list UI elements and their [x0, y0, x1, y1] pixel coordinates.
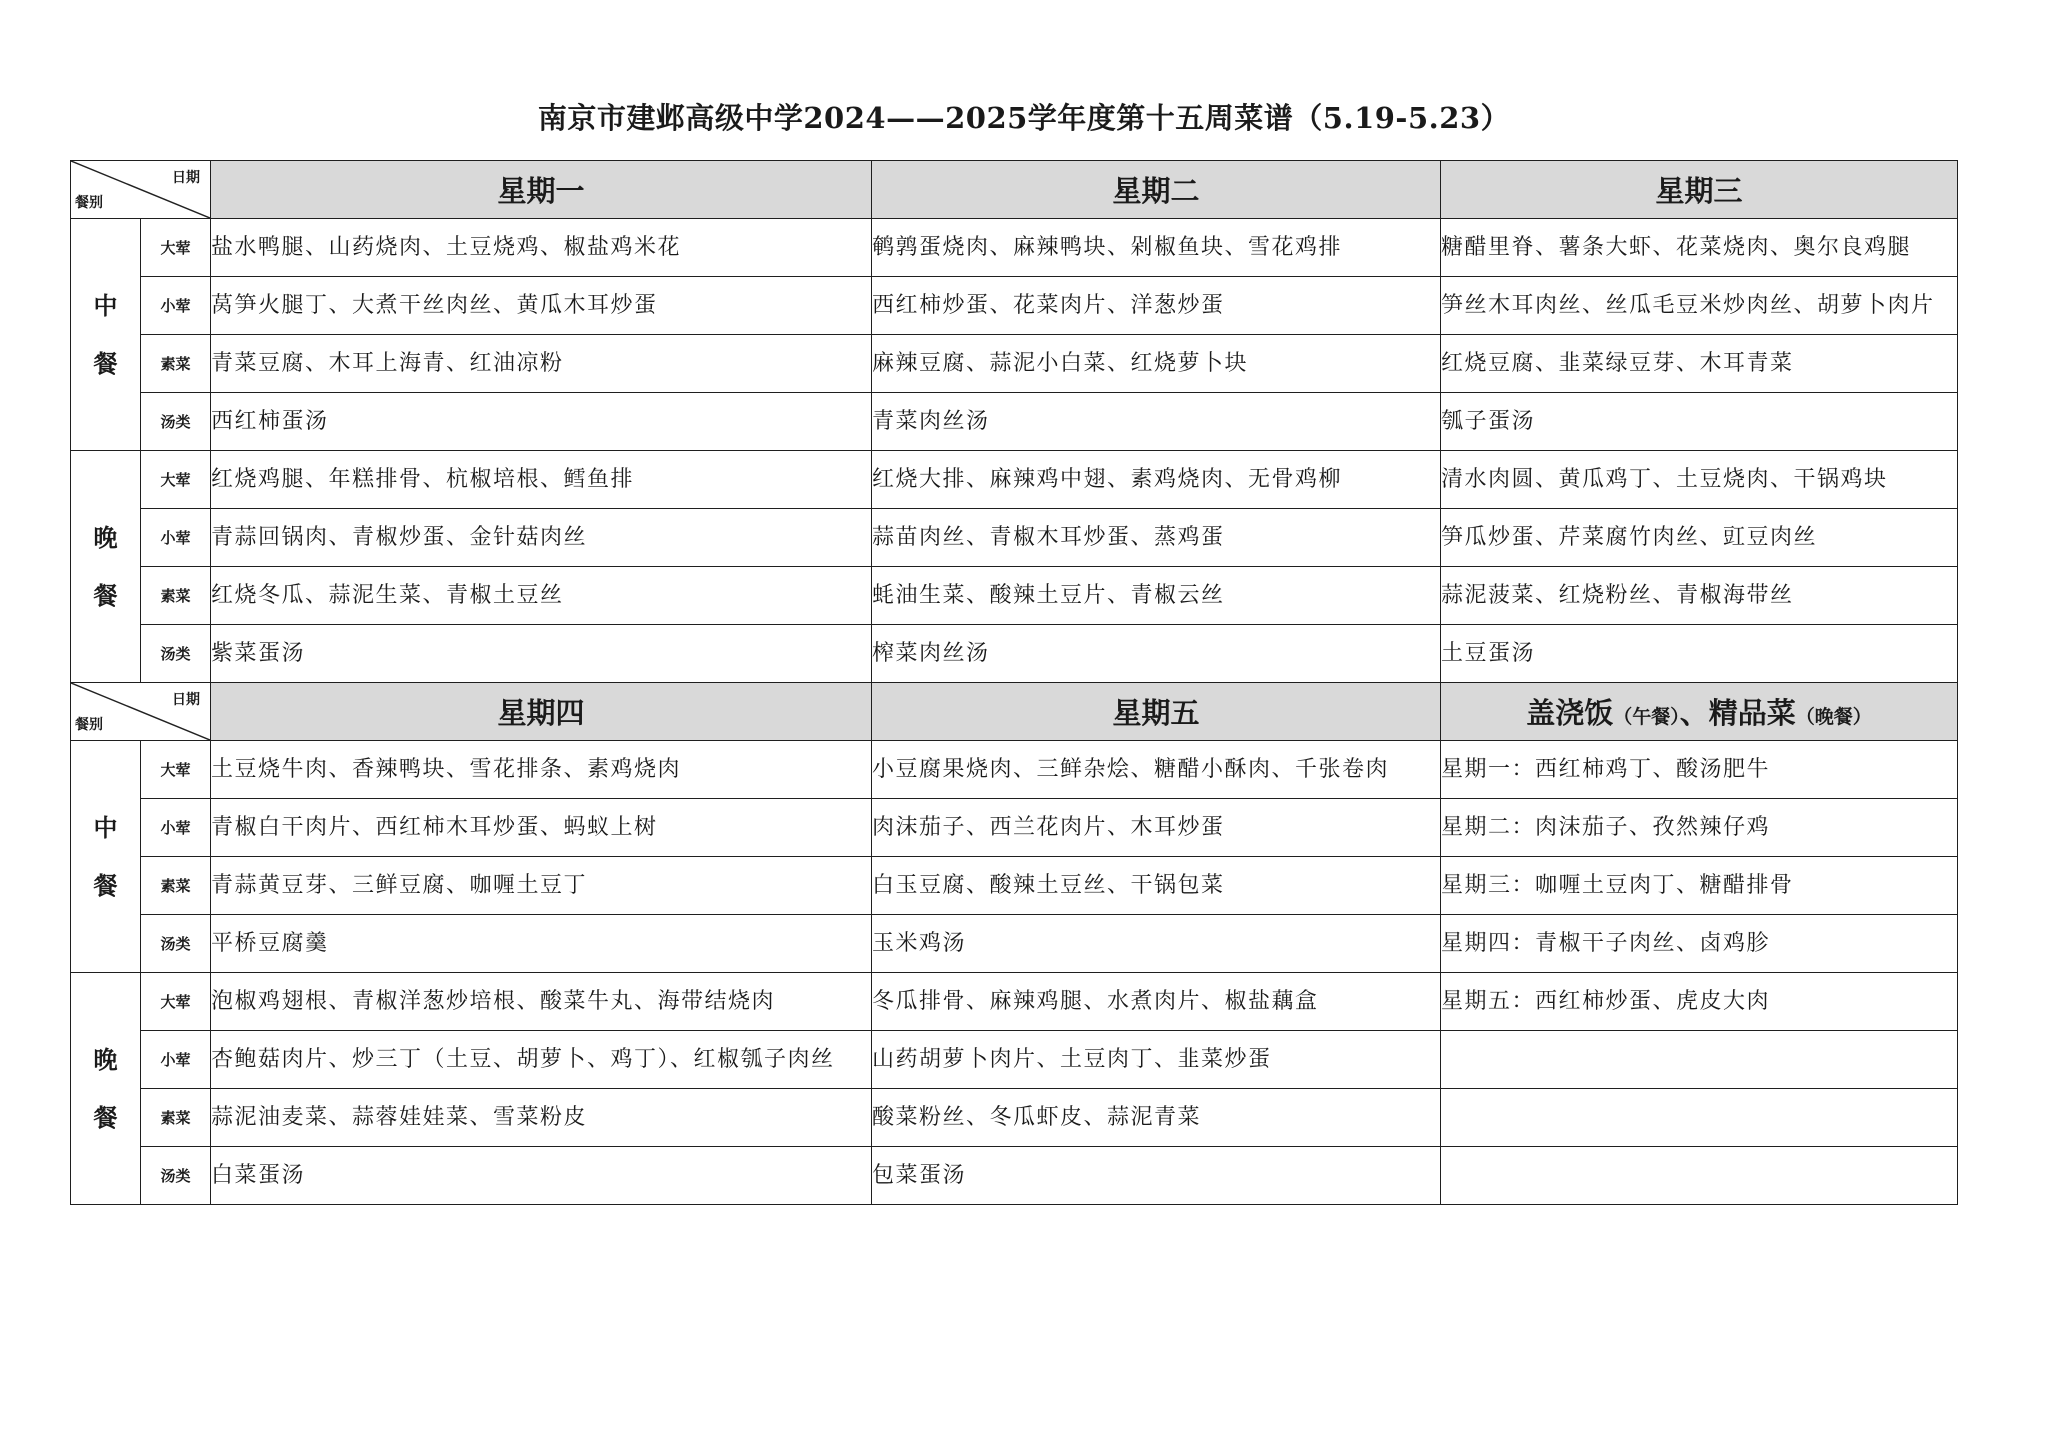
table-row: [71, 219, 1958, 277]
meal-label-char2: 餐: [93, 580, 118, 610]
day-header: 星期三: [1441, 161, 1958, 219]
dish-cell: 星期一：西红柿鸡丁、酸汤肥牛: [1441, 741, 1958, 799]
dish-cell: 白玉豆腐、酸辣土豆丝、干锅包菜: [872, 857, 1441, 915]
dish-cell: 紫菜蛋汤: [211, 625, 872, 683]
corner-date-label: 日期: [172, 692, 200, 708]
corner-meal-label: 餐别: [75, 717, 103, 733]
category-label: 大荤: [141, 451, 211, 509]
page-title: 南京市建邺高级中学2024——2025学年度第十五周菜谱（5.19-5.23）: [537, 101, 1511, 135]
corner-header-cell: [71, 161, 211, 219]
category-label: 素菜: [141, 567, 211, 625]
dish-cell: 星期四：青椒干子肉丝、卤鸡胗: [1441, 915, 1958, 973]
dish-cell: 冬瓜排骨、麻辣鸡腿、水煮肉片、椒盐藕盒: [872, 973, 1441, 1031]
category-label: 汤类: [141, 393, 211, 451]
special-header: [1441, 683, 1958, 741]
dish-cell: 肉沫茄子、西兰花肉片、木耳炒蛋: [872, 799, 1441, 857]
meal-label: [71, 451, 141, 683]
table-row: [71, 915, 1958, 973]
dish-cell: 土豆蛋汤: [1441, 625, 1958, 683]
dish-cell: 酸菜粉丝、冬瓜虾皮、蒜泥青菜: [872, 1089, 1441, 1147]
dish-cell: 平桥豆腐羹: [211, 915, 872, 973]
table-row: [71, 799, 1958, 857]
dish-cell: 鹌鹑蛋烧肉、麻辣鸭块、剁椒鱼块、雪花鸡排: [872, 219, 1441, 277]
category-label: 小荤: [141, 509, 211, 567]
dish-cell: 麻辣豆腐、蒜泥小白菜、红烧萝卜块: [872, 335, 1441, 393]
meal-label-char2: 餐: [93, 348, 118, 378]
dish-cell: 糖醋里脊、薯条大虾、花菜烧肉、奥尔良鸡腿: [1441, 219, 1958, 277]
dish-cell: 青菜豆腐、木耳上海青、红油凉粉: [211, 335, 872, 393]
menu-table: [70, 160, 1958, 1205]
dish-cell: 小豆腐果烧肉、三鲜杂烩、糖醋小酥肉、千张卷肉: [872, 741, 1441, 799]
dish-cell: 盐水鸭腿、山药烧肉、土豆烧鸡、椒盐鸡米花: [211, 219, 872, 277]
table-row: [71, 393, 1958, 451]
category-label: 汤类: [141, 915, 211, 973]
category-label: 小荤: [141, 277, 211, 335]
header-row: [71, 683, 1958, 741]
dish-cell: 玉米鸡汤: [872, 915, 1441, 973]
category-label: 小荤: [141, 799, 211, 857]
dish-cell: 星期五：西红柿炒蛋、虎皮大肉: [1441, 973, 1958, 1031]
meal-label-char1: 晚: [93, 522, 118, 552]
dish-cell: 山药胡萝卜肉片、土豆肉丁、韭菜炒蛋: [872, 1031, 1441, 1089]
table-row: [71, 1089, 1958, 1147]
meal-label-char1: 中: [93, 290, 118, 320]
table-row: [71, 857, 1958, 915]
dish-cell: 蚝油生菜、酸辣土豆片、青椒云丝: [872, 567, 1441, 625]
dish-cell: 青蒜黄豆芽、三鲜豆腐、咖喱土豆丁: [211, 857, 872, 915]
meal-label-char2: 餐: [93, 1102, 118, 1132]
dish-cell: 红烧鸡腿、年糕排骨、杭椒培根、鳕鱼排: [211, 451, 872, 509]
dish-cell: 青蒜回锅肉、青椒炒蛋、金针菇肉丝: [211, 509, 872, 567]
day-header: 星期一: [211, 161, 872, 219]
dish-cell: 瓠子蛋汤: [1441, 393, 1958, 451]
category-label: 大荤: [141, 741, 211, 799]
meal-label-char1: 晚: [93, 1044, 118, 1074]
table-row: [71, 973, 1958, 1031]
dish-cell: 蒜泥油麦菜、蒜蓉娃娃菜、雪菜粉皮: [211, 1089, 872, 1147]
dish-cell: 红烧冬瓜、蒜泥生菜、青椒土豆丝: [211, 567, 872, 625]
table-row: [71, 741, 1958, 799]
meal-label: [71, 973, 141, 1205]
dish-cell: 星期二：肉沫茄子、孜然辣仔鸡: [1441, 799, 1958, 857]
corner-meal-label: 餐别: [75, 195, 103, 211]
category-label: 汤类: [141, 1147, 211, 1205]
dish-cell: 青椒白干肉片、西红柿木耳炒蛋、蚂蚁上树: [211, 799, 872, 857]
dish-cell: 西红柿炒蛋、花菜肉片、洋葱炒蛋: [872, 277, 1441, 335]
category-label: 汤类: [141, 625, 211, 683]
corner-date-label: 日期: [172, 170, 200, 186]
dish-cell: 青菜肉丝汤: [872, 393, 1441, 451]
table-row: [71, 625, 1958, 683]
special-header-part4: （晚餐）: [1795, 706, 1872, 728]
day-header: 星期二: [872, 161, 1441, 219]
dish-cell: 红烧大排、麻辣鸡中翅、素鸡烧肉、无骨鸡柳: [872, 451, 1441, 509]
day-header: 星期四: [211, 683, 872, 741]
dish-cell: [1441, 1089, 1958, 1147]
dish-cell: 星期三：咖喱土豆肉丁、糖醋排骨: [1441, 857, 1958, 915]
category-label: 素菜: [141, 857, 211, 915]
category-label: 大荤: [141, 219, 211, 277]
category-label: 素菜: [141, 1089, 211, 1147]
dish-cell: 红烧豆腐、韭菜绿豆芽、木耳青菜: [1441, 335, 1958, 393]
table-row: [71, 335, 1958, 393]
dish-cell: [1441, 1147, 1958, 1205]
dish-cell: 蒜泥菠菜、红烧粉丝、青椒海带丝: [1441, 567, 1958, 625]
special-header-part1: 盖浇饭: [1526, 696, 1614, 730]
dish-cell: 笋丝木耳肉丝、丝瓜毛豆米炒肉丝、胡萝卜肉片: [1441, 277, 1958, 335]
meal-label: [71, 219, 141, 451]
special-header-part2: （午餐）: [1613, 706, 1680, 728]
dish-cell: 杏鲍菇肉片、炒三丁（土豆、胡萝卜、鸡丁）、红椒瓠子肉丝: [211, 1031, 872, 1089]
dish-cell: 清水肉圆、黄瓜鸡丁、土豆烧肉、干锅鸡块: [1441, 451, 1958, 509]
dish-cell: 泡椒鸡翅根、青椒洋葱炒培根、酸菜牛丸、海带结烧肉: [211, 973, 872, 1031]
category-label: 小荤: [141, 1031, 211, 1089]
dish-cell: 榨菜肉丝汤: [872, 625, 1441, 683]
table-row: [71, 1147, 1958, 1205]
table-row: [71, 509, 1958, 567]
day-header: 星期五: [872, 683, 1441, 741]
meal-label-char1: 中: [93, 812, 118, 842]
meal-label: [71, 741, 141, 973]
dish-cell: 莴笋火腿丁、大煮干丝肉丝、黄瓜木耳炒蛋: [211, 277, 872, 335]
dish-cell: [1441, 1031, 1958, 1089]
dish-cell: 包菜蛋汤: [872, 1147, 1441, 1205]
special-header-part3: 、精品菜: [1679, 696, 1796, 730]
dish-cell: 土豆烧牛肉、香辣鸭块、雪花排条、素鸡烧肉: [211, 741, 872, 799]
table-row: [71, 1031, 1958, 1089]
table-row: [71, 451, 1958, 509]
meal-label-char2: 餐: [93, 870, 118, 900]
table-row: [71, 567, 1958, 625]
corner-header-cell: [71, 683, 211, 741]
dish-cell: 白菜蛋汤: [211, 1147, 872, 1205]
category-label: 素菜: [141, 335, 211, 393]
category-label: 大荤: [141, 973, 211, 1031]
dish-cell: 笋瓜炒蛋、芹菜腐竹肉丝、豇豆肉丝: [1441, 509, 1958, 567]
header-row: [71, 161, 1958, 219]
table-row: [71, 277, 1958, 335]
dish-cell: 西红柿蛋汤: [211, 393, 872, 451]
dish-cell: 蒜苗肉丝、青椒木耳炒蛋、蒸鸡蛋: [872, 509, 1441, 567]
